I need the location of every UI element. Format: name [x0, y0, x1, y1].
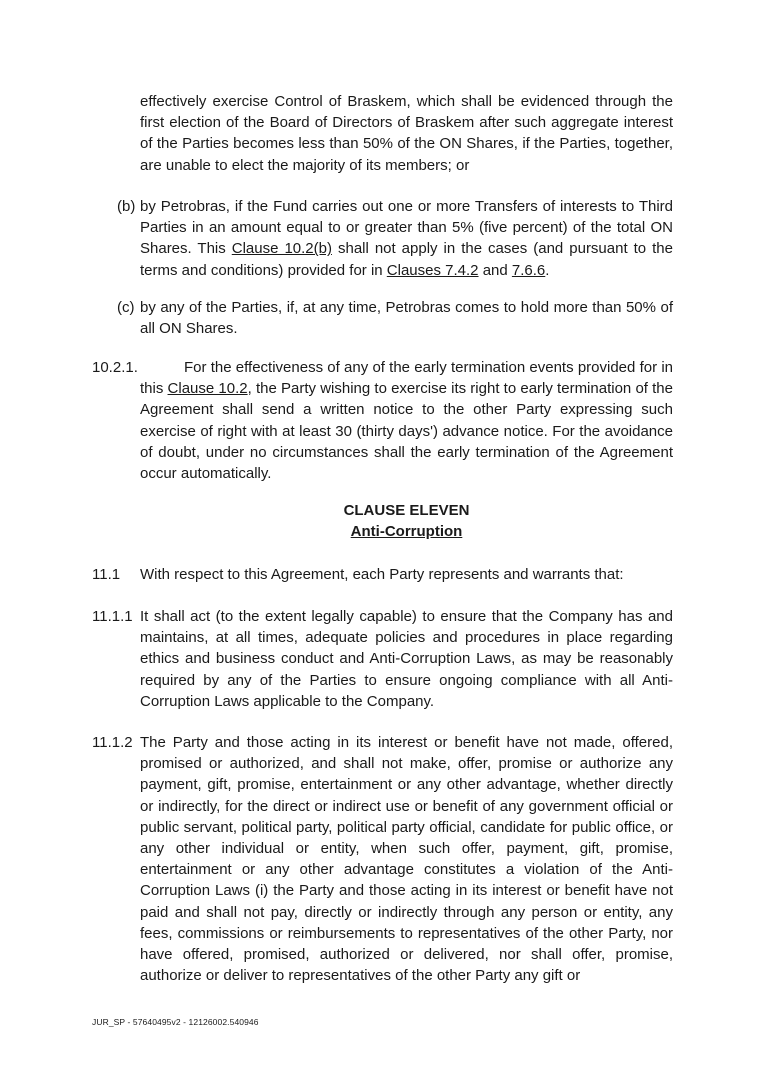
clause-text: .: [545, 261, 550, 279]
clause-eleven-subtitle: Anti-Corruption: [350, 523, 463, 540]
clause-label: 10.2.1.: [92, 359, 138, 376]
clause-10-2-1: [92, 357, 673, 484]
clause-10-2-b-reference-link[interactable]: Clause 10.2(b): [231, 240, 332, 258]
clause-text: With respect to this Agreement, each Party represents and warrants that:: [140, 566, 624, 583]
clause-text: , the Party wishing to exercise its right to early termination of the Agreement shall send a written notice to the other Party expressing such exercise of right with at least 30 (thirty days') advance notice. For the avoidance of doubt, under no circumstances shall the early termination of the Agreement occur automatically.: [140, 380, 673, 483]
clause-label: (c): [117, 299, 135, 316]
clause-10-2-b: [117, 196, 673, 281]
clause-text: shall not apply in the cases (and pursuant to the terms and conditions) provided for in: [140, 240, 673, 279]
clause-11-1-1: [92, 606, 673, 712]
clause-10-2-reference-link[interactable]: Clause 10.2: [167, 380, 248, 398]
clause-text: For the effectiveness of any of the early termination events provided for in this: [140, 359, 673, 398]
continued-paragraph: effectively exercise Control of Braskem, which shall be evidenced through the first election of the Board of Directors of Braskem after such aggregate interest of the Parties becomes less than 50% of the ON Shares, if the Parties, together, are unable to elect the majority of its members; or: [140, 93, 673, 174]
clause-11-1: [92, 564, 673, 585]
clause-text: by any of the Parties, if, at any time, Petrobras comes to hold more than 50% of all ON Shares.: [140, 299, 673, 338]
clause-text: The Party and those acting in its interest or benefit have not made, offered, promised or authorized, and shall not make, offer, promise or authorize any payment, gift, promise, entertainment or any other advantage, whether directly or indirectly, for the direct or indirect use or benefit of any government official or public servant, political party, political party official, candidate for public office, or any other individual or entity, when such offer, payment, gift, promise, entertainment or any other advantage constitutes a violation of the Anti-Corruption Laws (i) the Party and those acting in its interest or benefit have not paid and shall not pay, directly or indirectly through any person or entity, any fees, commissions or reimbursements to representatives of the other Party, nor have offered, promised, authorized or delivered, nor shall offer, promise, authorize or deliver to representatives of the other Party any gift or: [140, 734, 673, 985]
clause-7-6-6-reference-link[interactable]: 7.6.6: [511, 261, 546, 279]
clause-text: and: [478, 261, 512, 279]
document-footer-id: JUR_SP - 57640495v2 - 12126002.540946: [92, 1017, 259, 1027]
clause-label: 11.1: [92, 566, 121, 583]
clause-text: by Petrobras, if the Fund carries out one or more Transfers of interests to Third Parties in an amount equal to or greater than 5% (five percent) of the total ON Shares. This: [140, 198, 673, 258]
clause-label: (b): [117, 198, 136, 215]
clause-11-1-2: [92, 732, 673, 986]
clause-label: 11.1.1: [92, 608, 133, 625]
clause-7-4-2-reference-link[interactable]: Clauses 7.4.2: [386, 261, 479, 279]
clause-eleven-title: CLAUSE ELEVEN: [343, 502, 470, 519]
clause-10-2-c: [117, 297, 673, 339]
clause-text: It shall act (to the extent legally capable) to ensure that the Company has and maintains, at all times, adequate policies and procedures in place regarding ethics and business conduct and Anti-Corruption Laws, as may be reasonably required by any of the Parties to ensure ongoing compliance with all Anti-Corruption Laws applicable to the Company.: [140, 608, 673, 710]
clause-label: 11.1.2: [92, 734, 133, 751]
